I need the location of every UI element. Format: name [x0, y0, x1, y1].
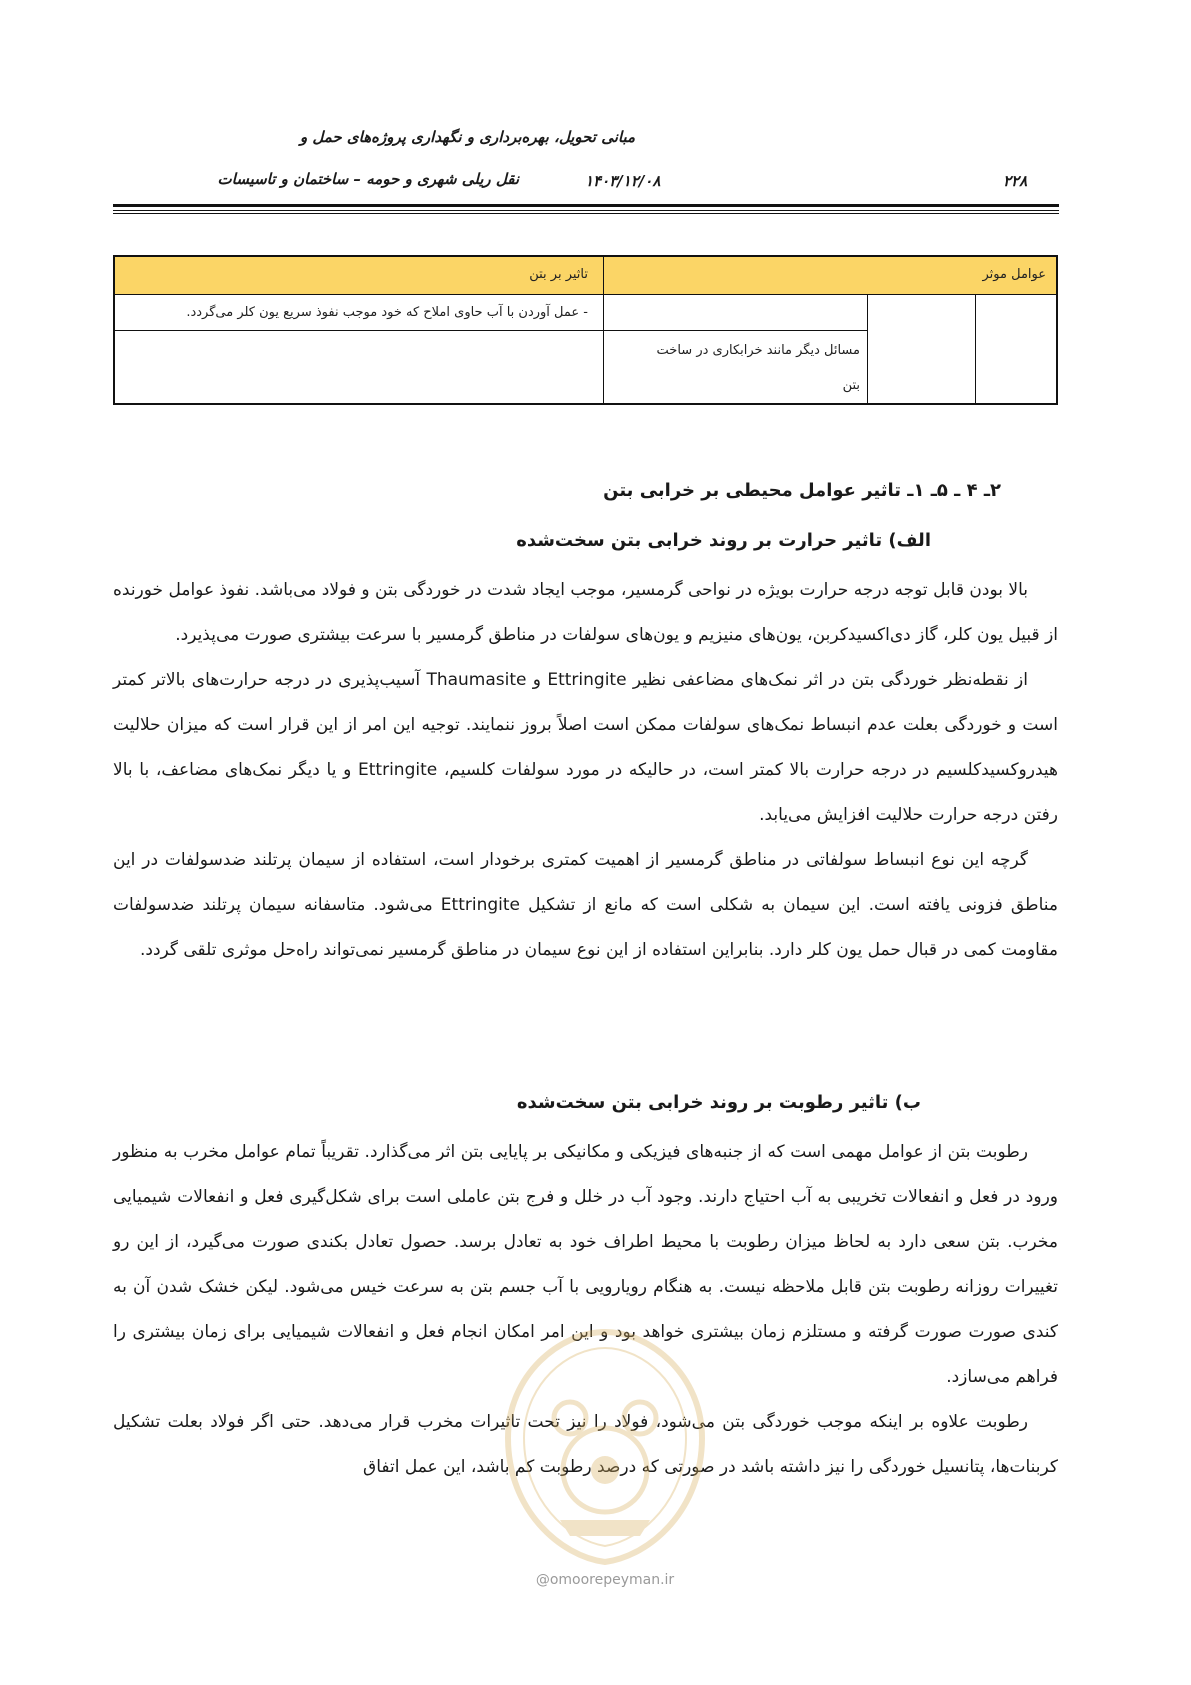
header-rule-thick — [113, 204, 1059, 207]
table-header-factors: عوامل موثر — [982, 267, 1046, 282]
table-cell-factor: بتن — [842, 378, 860, 393]
effects-table — [113, 255, 1058, 405]
sub-heading-a: الف) تاثیر حرارت بر روند خرابی بتن سخت‌شده — [516, 530, 931, 551]
sub-heading-b: ب) تاثیر رطوبت بر روند خرابی بتن سخت‌شده — [516, 1092, 921, 1113]
paragraph: رطوبت علاوه بر اینکه موجب خوردگی بتن می‌شود، فولاد را نیز تحت تاثیرات مخرب قرار می‌دهد. حتی اگر فولاد بعلت تشکیل کربنات‌ها، پتانسیل خوردگی را نیز داشته باشد در صورتی که درصد رطوبت کم باشد، این عمل اتفاق — [113, 1412, 1058, 1477]
table-divider — [115, 330, 867, 331]
header-rule-thin-1 — [113, 210, 1059, 211]
paragraph: رطوبت بتن از عوامل مهمی است که از جنبه‌های فیزیکی و مکانیکی بر پایایی بتن اثر می‌گذارد. تقریباً تمام عوامل مخرب به منظور ورود در فعل و انفعالات تخریبی به آب احتیاج دارند. وجود آب در خلل و فرج بتن عاملی است برای شکل‌گیری فعل و انفعالات شیمیایی مخرب. بتن سعی دارد به لحاظ میزان رطوبت با محیط اطراف خود به تعادل برسد. حصول تعادل بکندی صورت می‌گیرد، از این رو تغییرات روزانه رطوبت بتن قابل ملاحظه نیست. به هنگام رویارویی با آب جسم بتن به سرعت خیس می‌شود. لیکن خشک شدن آن به کندی صورت صورت گرفته و مستلزم زمان بیشتری خواهد بود و این امر امکان انجام فعل و انفعالات شیمیایی برای زمان بیشتری را فراهم می‌سازد. — [113, 1142, 1058, 1387]
page-number: ۲۲۸ — [1003, 172, 1028, 190]
table-cell-effect: - عمل آوردن با آب حاوی املاح که خود موجب نفوذ سریع یون کلر می‌گردد. — [186, 305, 588, 320]
table-cell-factor: مسائل دیگر مانند خرابکاری در ساخت — [656, 343, 860, 358]
header-rule-thin-2 — [113, 213, 1059, 214]
table-header-effect: تاثیر بر بتن — [529, 267, 588, 282]
header-title-line1: مبانی تحویل، بهره‌برداری و نگهداری پروژه‌های حمل و — [299, 128, 635, 146]
table-divider — [867, 294, 868, 403]
paragraph: گرچه این نوع انبساط سولفاتی در مناطق گرمسیر از اهمیت کمتری برخودار است، استفاده از سیمان پرتلند ضدسولفات در این مناطق فزونی یافته است. این سیمان به شکلی است که مانع از تشکیل Ettringite می‌شود. متاسفانه سیمان پرتلند ضدسولفات مقاومت کمی در قبال حمل یون کلر دارد. بنابراین استفاده از این نوع سیمان در مناطق گرمسیر نمی‌تواند راه‌حل موثری تلقی گردد. — [113, 850, 1058, 960]
table-divider — [975, 294, 976, 403]
watermark-text: @omoorepeyman.ir — [535, 1572, 675, 1588]
paragraph: بالا بودن قابل توجه درجه حرارت بویژه در نواحی گرمسیر، موجب ایجاد شدت در خوردگی بتن و فولاد می‌باشد. نفوذ عوامل خورنده از قبیل یون کلر، گاز دی‌اکسیدکربن، یون‌های منیزیم و یون‌های سولفات در مناطق گرمسیر با سرعت بیشتری صورت می‌پذیرد. — [113, 580, 1058, 645]
section-heading: ۲ـ ۴ ـ ۵ـ ۱ـ تاثیر عوامل محیطی بر خرابی بتن — [603, 480, 1001, 501]
header-title-line2: نقل ریلی شهری و حومه – ساختمان و تاسیسات — [217, 170, 519, 188]
header-date: ۱۴۰۳/۱۲/۰۸ — [585, 172, 661, 190]
watermark-logo — [490, 1320, 720, 1570]
paragraph: از نقطه‌نظر خوردگی بتن در اثر نمک‌های مضاعفی نظیر Ettringite و Thaumasite آسیب‌پذیری در درجه حرارت‌های بالاتر کمتر است و خوردگی بعلت عدم انبساط نمک‌های سولفات ممکن است اصلاً بروز ننمایند. توجیه این امر از این قرار است که میزان حلالیت هیدروکسیدکلسیم در درجه حرارت بالا کمتر است، در حالیکه در مورد سولفات کلسیم، Ettringite و یا دیگر نمک‌های مضاعف، با بالا رفتن درجه حرارت حلالیت افزایش می‌یابد. — [113, 670, 1058, 825]
section-a-body — [113, 568, 1058, 973]
